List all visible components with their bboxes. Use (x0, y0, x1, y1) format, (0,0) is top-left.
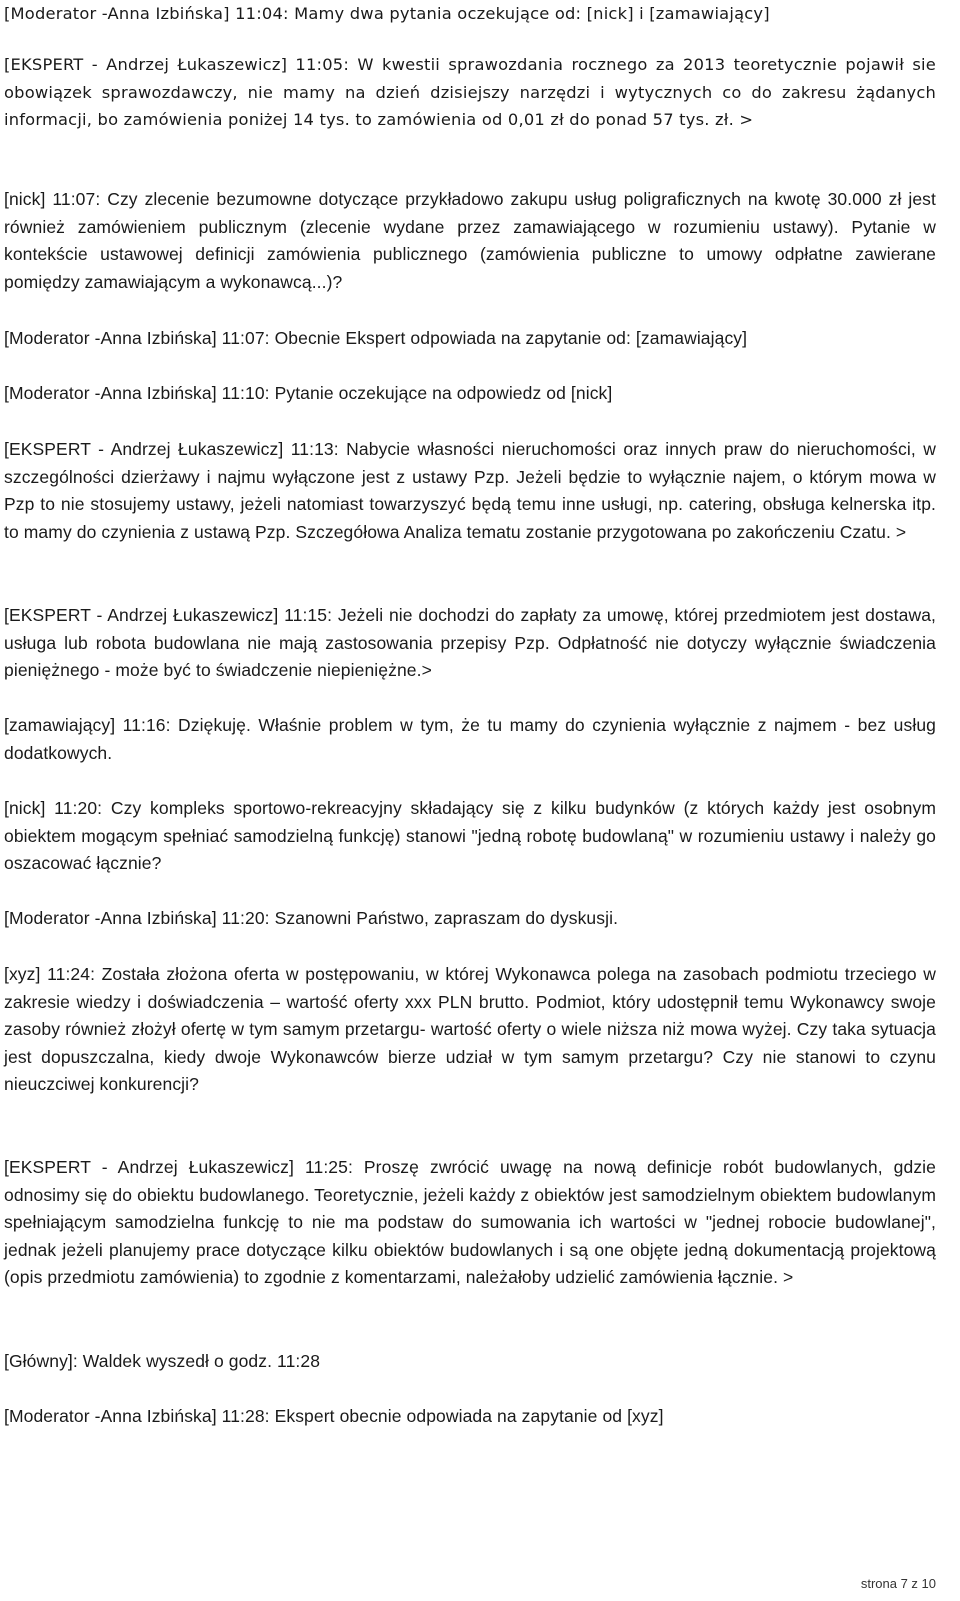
chat-message-5: [Moderator -Anna Izbińska] 11:10: Pytanie oczekujące na odpowiedz od [nick] (4, 383, 613, 403)
chat-message-1: [Moderator -Anna Izbińska] 11:04: Mamy dwa pytania oczekujące od: [nick] i [zamawiający] (4, 4, 770, 23)
chat-message-4: [Moderator -Anna Izbińska] 11:07: Obecnie Ekspert odpowiada na zapytanie od: [zamawiający] (4, 328, 748, 348)
chat-message-6: [EKSPERT - Andrzej Łukaszewicz] 11:13: Nabycie własności nieruchomości oraz innych praw do nieruchomości, w szczególności dzierżawy i najmu wyłączone jest z ustawy Pzp. Jeżeli będzie to wyłącznie najem, o którym mowa w Pzp to nie stosujemy ustawy, jeżeli natomiast towarzyszyć będą temu inne usługi, np. catering, obsługa kelnerska itp. to mamy do czynienia z ustawą Pzp. Szczegółowa Analiza tematu zostanie przygotowana po zakończeniu Czatu. > (4, 439, 936, 542)
chat-message-9: [nick] 11:20: Czy kompleks sportowo-rekreacyjny składający się z kilku budynków (z których każdy jest osobnym obiektem mogącym spełniać samodzielną funkcję) stanowi "jedną robotę budowlaną" w rozumieniu ustawy i należy go oszacować łącznie? (4, 798, 936, 873)
chat-message-7: [EKSPERT - Andrzej Łukaszewicz] 11:15: Jeżeli nie dochodzi do zapłaty za umowę, której przedmiotem jest dostawa, usługa lub robota budowlana nie mają zastosowania przepisy Pzp. Odpłatność nie dotyczy wyłącznie świadczenia pieniężnego - może być to świadczenie niepieniężne.> (4, 605, 936, 680)
chat-message-12: [EKSPERT - Andrzej Łukaszewicz] 11:25: Proszę zwrócić uwagę na nową definicje robót budowlanych, gdzie odnosimy się do obiektu budowlanego. Teoretycznie, jeżeli każdy z obiektów jest samodzielnym obiektem budowlanym spełniającym samodzielna funkcję to nie ma podstaw do sumowania ich wartości w "jednej robocie budowlanej", jednak jeżeli planujemy prace dotyczące kilku obiektów budowlanych i są one objęte jedną dokumentacją projektową (opis przedmiotu zamówienia) to zgodnie z komentarzami, należałoby udzielić zamówienia łącznie. > (4, 1157, 936, 1287)
chat-message-11: [xyz] 11:24: Została złożona oferta w postępowaniu, w której Wykonawca polega na zasobach podmiotu trzeciego w zakresie wiedzy i doświadczenia – wartość oferty xxx PLN brutto. Podmiot, który udostępnił temu Wykonawcy swoje zasoby również złożył ofertę w tym samym przetargu- wartość oferty o wiele niższa niż mowa wyżej. Czy taka sytuacja jest dopuszczalna, kiedy dwoje Wykonawców bierze udział w tym samym przetargu? Czy nie stanowi to czynu nieuczciwej konkurencji? (4, 964, 936, 1094)
chat-message-8: [zamawiający] 11:16: Dziękuję. Właśnie problem w tym, że tu mamy do czynienia wyłącznie z najmem - bez usług dodatkowych. (4, 715, 936, 763)
page-number-footer: strona 7 z 10 (860, 1576, 936, 1591)
chat-message-14: [Moderator -Anna Izbińska] 11:28: Ekspert obecnie odpowiada na zapytanie od [xyz] (4, 1406, 664, 1426)
chat-message-3: [nick] 11:07: Czy zlecenie bezumowne dotyczące przykładowo zakupu usług poligraficznych na kwotę 30.000 zł jest również zamówieniem publicznym (zlecenie wydane przez zamawiającego w rozumieniu ustawy). Pytanie w kontekście ustawowej definicji zamówienia publicznego (zamówienia publiczne to umowy odpłatne zawierane pomiędzy zamawiającym a wykonawcą...)? (4, 189, 936, 292)
chat-message-13: [Główny]: Waldek wyszedł o godz. 11:28 (4, 1351, 321, 1371)
chat-message-10: [Moderator -Anna Izbińska] 11:20: Szanowni Państwo, zapraszam do dyskusji. (4, 908, 619, 928)
chat-message-2: [EKSPERT - Andrzej Łukaszewicz] 11:05: W kwestii sprawozdania rocznego za 2013 teoretycznie pojawił sie obowiązek sprawozdawczy, nie mamy na dzień dzisiejszy narzędzi i wytycznych co do zakresu żądanych informacji, bo zamówienia poniżej 14 tys. to zamówienia od 0,01 zł do ponad 57 tys. zł. > (4, 55, 936, 129)
